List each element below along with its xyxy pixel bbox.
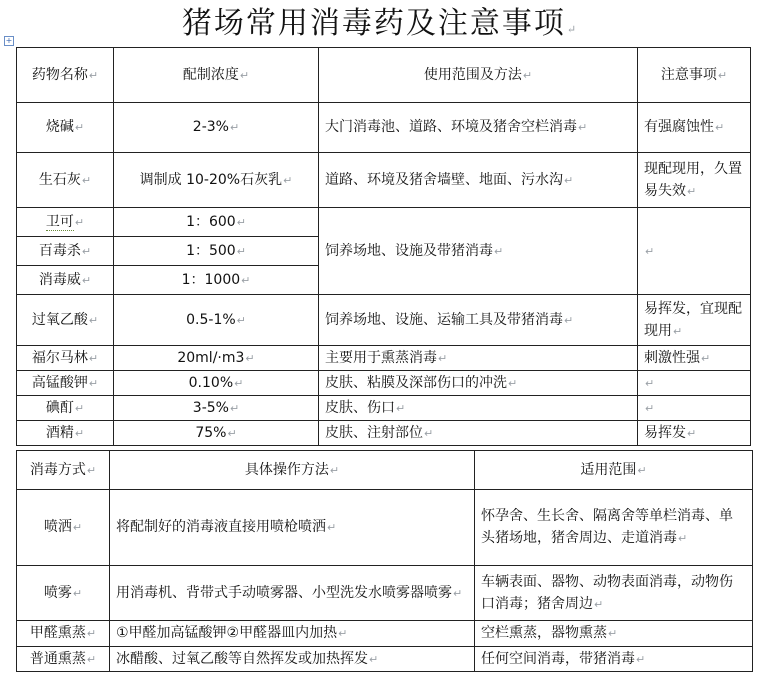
header-cell: 具体操作方法↵ <box>110 451 475 490</box>
concentration: 2-3%↵ <box>114 103 319 153</box>
note: 刺激性强↵ <box>638 346 751 371</box>
concentration: 0.10%↵ <box>114 371 319 396</box>
drug-name: 生石灰↵ <box>17 153 114 208</box>
operation-method: 冰醋酸、过氧乙酸等自然挥发或加热挥发↵ <box>110 647 475 672</box>
header-cell: 使用范围及方法↵ <box>319 48 638 103</box>
concentration: 1：500↵ <box>114 237 319 266</box>
table-row <box>17 153 751 208</box>
drug-name: 百毒杀↵ <box>17 237 114 266</box>
concentration: 1：1000↵ <box>114 266 319 295</box>
drug-name: 卫可↵ <box>17 208 114 237</box>
disinfect-mode: 喷雾↵ <box>17 566 110 621</box>
header-cell: 适用范围↵ <box>475 451 753 490</box>
applicable-scope: 怀孕舍、生长舍、隔离舍等单栏消毒、单头猪场地，猪舍周边、走道消毒↵ <box>475 490 753 566</box>
drug-name: 福尔马林↵ <box>17 346 114 371</box>
usage: 饲养场地、设施、运输工具及带猪消毒↵ <box>319 295 638 346</box>
usage: 道路、环境及猪舍墙壁、地面、污水沟↵ <box>319 153 638 208</box>
header-cell: 药物名称↵ <box>17 48 114 103</box>
applicable-scope: 任何空间消毒，带猪消毒↵ <box>475 647 753 672</box>
paragraph-mark: ↵ <box>566 23 579 36</box>
table-row <box>17 396 751 421</box>
page-title: 猪场常用消毒药及注意事项↵ <box>181 6 579 41</box>
operation-method: ①甲醛加高锰酸钾②甲醛器皿内加热↵ <box>110 621 475 647</box>
table-row <box>17 346 751 371</box>
drug-name: 酒精↵ <box>17 421 114 446</box>
operation-method: 用消毒机、背带式手动喷雾器、小型洗发水喷雾器喷雾↵ <box>110 566 475 621</box>
table-row <box>17 621 753 647</box>
table-row <box>17 208 751 237</box>
header-cell: 消毒方式↵ <box>17 451 110 490</box>
note: 现配现用，久置易失效↵ <box>638 153 751 208</box>
table-row <box>17 566 753 621</box>
note: ↵ <box>638 208 751 295</box>
table-header-row <box>17 451 753 490</box>
operation-method: 将配制好的消毒液直接用喷枪喷洒↵ <box>110 490 475 566</box>
drug-name: 烧碱↵ <box>17 103 114 153</box>
disinfect-mode: 普通熏蒸↵ <box>17 647 110 672</box>
concentration: 75%↵ <box>114 421 319 446</box>
method-table <box>16 450 753 672</box>
table-row <box>17 371 751 396</box>
note: 有强腐蚀性↵ <box>638 103 751 153</box>
table-row <box>17 421 751 446</box>
note: 易挥发，宜现配现用↵ <box>638 295 751 346</box>
note: ↵ <box>638 396 751 421</box>
applicable-scope: 空栏熏蒸，器物熏蒸↵ <box>475 621 753 647</box>
drug-name: 过氧乙酸↵ <box>17 295 114 346</box>
note: ↵ <box>638 371 751 396</box>
drug-name: 高锰酸钾↵ <box>17 371 114 396</box>
drug-name: 消毒威↵ <box>17 266 114 295</box>
usage: 皮肤、伤口↵ <box>319 396 638 421</box>
concentration: 调制成 10-20%石灰乳↵ <box>114 153 319 208</box>
applicable-scope: 车辆表面、器物、动物表面消毒，动物伤口消毒；猪舍周边↵ <box>475 566 753 621</box>
table-header-row <box>17 48 751 103</box>
header-cell: 配制浓度↵ <box>114 48 319 103</box>
usage: 皮肤、注射部位↵ <box>319 421 638 446</box>
usage: 大门消毒池、道路、环境及猪舍空栏消毒↵ <box>319 103 638 153</box>
concentration: 3-5%↵ <box>114 396 319 421</box>
header-cell: 注意事项↵ <box>638 48 751 103</box>
disinfectant-table <box>16 47 751 446</box>
table-row <box>17 647 753 672</box>
concentration: 0.5-1%↵ <box>114 295 319 346</box>
usage: 主要用于熏蒸消毒↵ <box>319 346 638 371</box>
usage: 皮肤、粘膜及深部伤口的冲洗↵ <box>319 371 638 396</box>
drug-name: 碘酊↵ <box>17 396 114 421</box>
table-anchor-icon[interactable]: + <box>5 36 13 45</box>
table-row <box>17 103 751 153</box>
note: 易挥发↵ <box>638 421 751 446</box>
table-row <box>17 295 751 346</box>
usage: 饲养场地、设施及带猪消毒↵ <box>319 208 638 295</box>
disinfect-mode: 喷洒↵ <box>17 490 110 566</box>
table-row <box>17 490 753 566</box>
concentration: 20ml/·m3↵ <box>114 346 319 371</box>
disinfect-mode: 甲醛熏蒸↵ <box>17 621 110 647</box>
concentration: 1：600↵ <box>114 208 319 237</box>
